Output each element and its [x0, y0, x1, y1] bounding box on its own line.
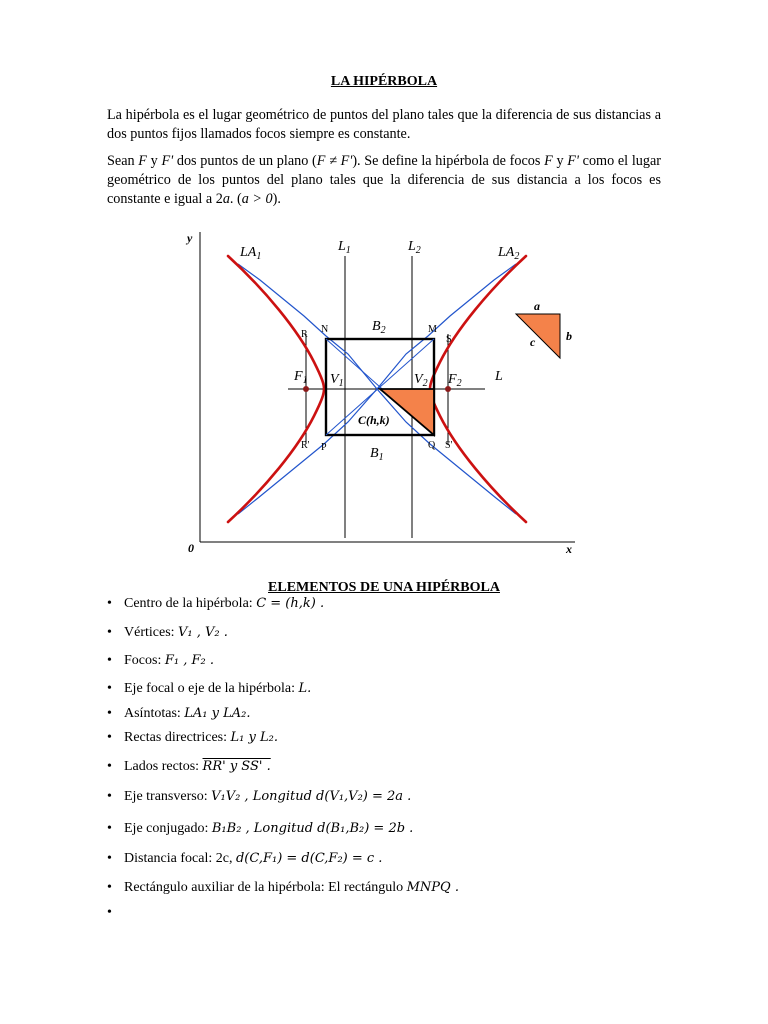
item-math: RR' y SS' .	[202, 759, 271, 774]
construction-paragraph	[107, 152, 661, 209]
triangle-label-b: b	[566, 329, 572, 343]
list-item	[107, 905, 124, 927]
point-R-label: R	[301, 329, 308, 340]
p2-neq: F ≠ F'	[316, 153, 353, 169]
list-item	[107, 681, 311, 703]
list-item	[107, 880, 459, 902]
x-axis-label: x	[566, 542, 572, 556]
bullet: •	[107, 851, 112, 866]
asymptote-LA2-label: $LA_2$	[498, 245, 520, 262]
item-label: Focos:	[124, 653, 165, 668]
section-title: ELEMENTOS DE UNA HIPÉRBOLA	[268, 580, 500, 595]
abc-triangle-center	[380, 389, 434, 435]
p2-a: a	[222, 191, 230, 207]
list-item	[107, 759, 271, 781]
item-math: L₁ y L₂.	[230, 730, 278, 745]
item-math: d(C,F₁) = d(C,F₂) = c .	[235, 851, 383, 866]
p2-condition: a > 0	[241, 191, 273, 207]
item-label: Lados rectos:	[124, 759, 203, 774]
list-item	[107, 851, 382, 873]
hyperbola-figure	[180, 226, 590, 556]
item-label: Eje focal o eje de la hipérbola:	[124, 681, 299, 696]
item-math: V₁V₂ , Longitud d(V₁,V₂) = 2a .	[211, 789, 412, 804]
item-label: Eje conjugado:	[124, 821, 212, 836]
list-item	[107, 789, 411, 811]
bullet: •	[107, 789, 112, 804]
item-label: Vértices:	[124, 625, 179, 640]
item-math: F₁ , F₂ .	[164, 653, 214, 668]
bullet: •	[107, 759, 112, 774]
p2-text: y	[146, 153, 162, 169]
item-math: MNPQ .	[406, 880, 459, 895]
asymptote-LA1-label: $LA_1$	[240, 245, 262, 262]
origin-label: 0	[188, 541, 194, 555]
bullet: •	[107, 730, 112, 745]
point-Sprime-label: S'	[445, 440, 453, 451]
item-label: Distancia focal: 2c,	[124, 851, 236, 866]
F1-label: $F_1$	[294, 369, 308, 386]
vertex-N-label: N	[321, 324, 329, 335]
bullet: •	[107, 821, 112, 836]
triangle-label-c: c	[530, 335, 536, 349]
vertex-M-label: M	[428, 324, 437, 335]
bullet: •	[107, 653, 112, 668]
directrix-L2-label: $L_2$	[408, 239, 421, 256]
B1-label: $B_1$	[370, 446, 384, 463]
item-math: L.	[298, 681, 312, 696]
list-item	[107, 596, 324, 618]
list-item	[107, 730, 278, 752]
p2-Fprime: F'	[567, 153, 579, 169]
F2-label: $F_2$	[448, 372, 462, 389]
p2-F: F	[138, 153, 147, 169]
item-math: V₁ , V₂ .	[178, 625, 228, 640]
definition-paragraph: La hipérbola es el lugar geométrico de puntos del plano tales que la diferencia de sus distancias a dos puntos fijos llamados focos siempre es constante.	[107, 107, 661, 142]
directrix-L1-label: $L_1$	[338, 239, 351, 256]
abc-triangle-legend	[516, 314, 560, 358]
B2-label: $B_2$	[372, 319, 386, 336]
bullet: •	[107, 905, 112, 920]
p2-text: y	[552, 153, 568, 169]
bullet: •	[107, 596, 112, 611]
center-label: C(h,k)	[358, 413, 390, 427]
item-label: Eje transverso:	[124, 789, 212, 804]
list-item	[107, 625, 228, 647]
item-label: Rectas directrices:	[124, 730, 231, 745]
p2-text: dos puntos de un plano (	[173, 153, 317, 169]
p2-text: Sean	[107, 153, 139, 169]
y-axis-label: y	[187, 231, 193, 245]
page-title: LA HIPÉRBOLA	[330, 74, 438, 89]
p2-text: ).	[272, 191, 281, 207]
item-math: LA₁ y LA₂.	[184, 706, 251, 721]
point-Rprime-label: R'	[301, 440, 310, 451]
vertex-Q-label: Q	[428, 440, 436, 451]
list-item	[107, 706, 251, 728]
bullet: •	[107, 625, 112, 640]
item-label: Rectángulo auxiliar de la hipérbola: El rectángulo	[124, 880, 407, 895]
bullet: •	[107, 681, 112, 696]
item-math: B₁B₂ , Longitud d(B₁,B₂) = 2b .	[211, 821, 414, 836]
triangle-label-a: a	[534, 299, 540, 313]
p2-text: . (	[229, 191, 242, 207]
vertex-P-label: P	[321, 442, 327, 453]
list-item	[107, 821, 413, 843]
p2-text: ). Se define la hipérbola de focos	[352, 153, 545, 169]
point-S-label: S	[446, 334, 452, 345]
p2-Fprime: F'	[161, 153, 174, 169]
item-math: C = (h,k) .	[256, 596, 325, 611]
V1-label: $V_1$	[330, 372, 344, 389]
focal-axis-label: L	[495, 369, 503, 384]
p2-F: F	[544, 153, 553, 169]
p2-text: como el lugar geométrico de los puntos del plano tales que la diferencia de sus distancia a los focos es constante e igual a 2	[107, 153, 661, 207]
item-label: Asíntotas:	[124, 706, 185, 721]
item-label: Centro de la hipérbola:	[124, 596, 257, 611]
V2-label: $V_2$	[414, 372, 428, 389]
bullet: •	[107, 880, 112, 895]
bullet: •	[107, 706, 112, 721]
focus-F1-point	[303, 386, 309, 392]
list-item	[107, 653, 214, 675]
